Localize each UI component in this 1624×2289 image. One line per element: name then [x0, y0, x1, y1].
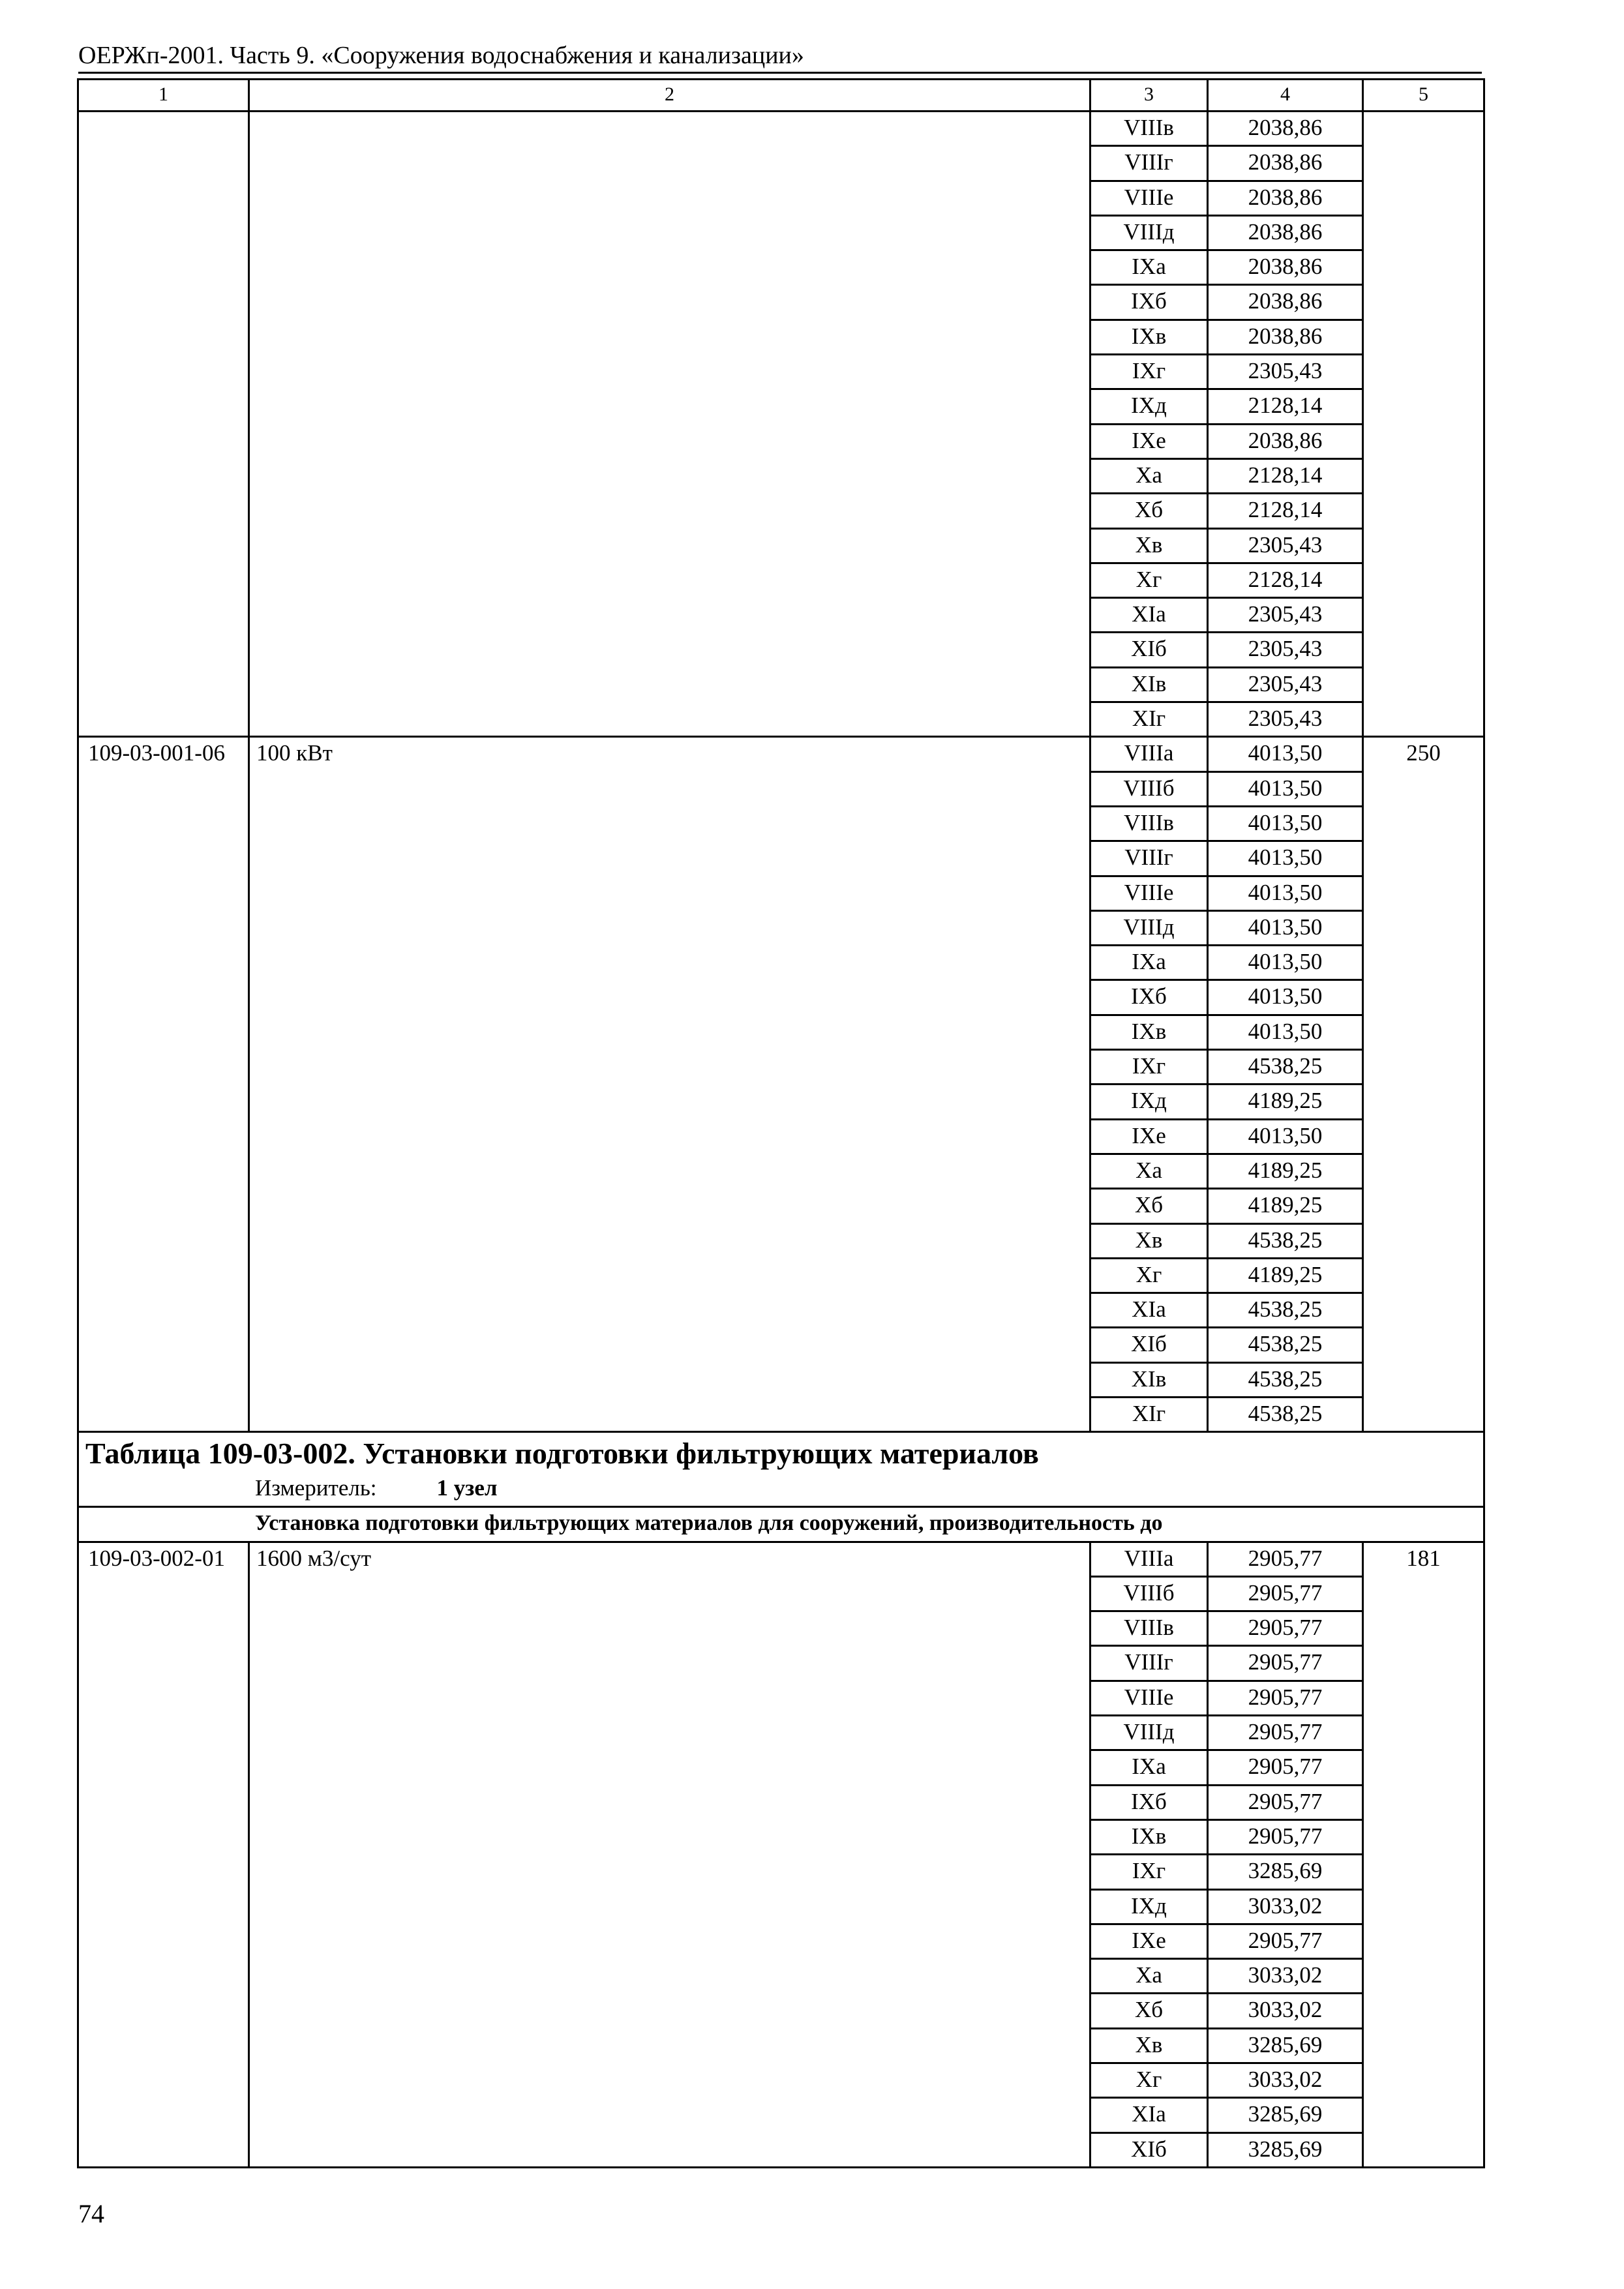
price-cell: 2038,86 [1208, 285, 1363, 320]
unit-value: 1 узел [436, 1475, 498, 1501]
zone-cell: VIIIв [1090, 112, 1208, 146]
zone-cell: XIа [1090, 2098, 1208, 2132]
price-cell: 2128,14 [1208, 494, 1363, 528]
column-header-3: 3 [1090, 80, 1208, 112]
price-cell: 2305,43 [1208, 702, 1363, 737]
zone-cell: IXб [1090, 1785, 1208, 1819]
price-cell: 3285,69 [1208, 2028, 1363, 2063]
zone-cell: VIIIв [1090, 1611, 1208, 1646]
zone-cell: Xг [1090, 1258, 1208, 1293]
zone-cell: XIб [1090, 2132, 1208, 2167]
item-code-cell: 109-03-001-06 [78, 737, 249, 1432]
price-cell: 4538,25 [1208, 1362, 1363, 1397]
price-cell: 4538,25 [1208, 1328, 1363, 1362]
price-cell: 2038,86 [1208, 215, 1363, 250]
price-cell: 2905,77 [1208, 1785, 1363, 1819]
price-cell: 2305,43 [1208, 633, 1363, 667]
zone-cell: Xа [1090, 1959, 1208, 1994]
rates-table [77, 78, 1485, 2168]
zone-cell: XIб [1090, 633, 1208, 667]
zone-cell: IXв [1090, 1819, 1208, 1854]
zone-cell: VIIIд [1090, 910, 1208, 945]
price-cell: 3285,69 [1208, 2098, 1363, 2132]
zone-cell: IXе [1090, 1119, 1208, 1154]
price-cell: 2905,77 [1208, 1646, 1363, 1681]
column-5-cell: 181 [1363, 1542, 1484, 2167]
price-cell: 2038,86 [1208, 320, 1363, 354]
table-title: Таблица 109-03-002. Установки подготовки фильтрующих материалов [85, 1437, 1039, 1471]
zone-cell: VIIIд [1090, 215, 1208, 250]
zone-cell: IXа [1090, 250, 1208, 285]
page-number: 74 [78, 2199, 104, 2228]
table-row [78, 112, 1484, 146]
price-cell: 2038,86 [1208, 181, 1363, 215]
price-cell: 2128,14 [1208, 563, 1363, 597]
zone-cell: Xв [1090, 528, 1208, 563]
zone-cell: IXе [1090, 1924, 1208, 1958]
table-row [78, 737, 1484, 771]
price-cell: 2038,86 [1208, 424, 1363, 458]
zone-cell: XIг [1090, 1397, 1208, 1431]
price-cell: 2038,86 [1208, 146, 1363, 181]
unit-line [79, 1473, 1483, 1503]
zone-cell: IXа [1090, 1750, 1208, 1785]
price-cell: 3033,02 [1208, 2063, 1363, 2098]
price-cell: 4538,25 [1208, 1293, 1363, 1328]
zone-cell: VIIIг [1090, 1646, 1208, 1681]
zone-cell: Xг [1090, 2063, 1208, 2098]
price-cell: 2905,77 [1208, 1924, 1363, 1958]
zone-cell: IXв [1090, 320, 1208, 354]
column-header-1: 1 [78, 80, 249, 112]
zone-cell: VIIIв [1090, 806, 1208, 841]
column-header-5: 5 [1363, 80, 1484, 112]
price-cell: 4538,25 [1208, 1223, 1363, 1258]
zone-cell: Xб [1090, 494, 1208, 528]
zone-cell: IXб [1090, 980, 1208, 1015]
price-cell: 3285,69 [1208, 2132, 1363, 2167]
price-cell: 4189,25 [1208, 1258, 1363, 1293]
price-cell: 4013,50 [1208, 1119, 1363, 1154]
zone-cell: VIIIа [1090, 737, 1208, 771]
price-cell: 3285,69 [1208, 1855, 1363, 1889]
price-cell: 2305,43 [1208, 598, 1363, 633]
column-header-4: 4 [1208, 80, 1363, 112]
zone-cell: Xг [1090, 563, 1208, 597]
zone-cell: XIв [1090, 667, 1208, 702]
price-cell: 2038,86 [1208, 250, 1363, 285]
price-cell: 4189,25 [1208, 1189, 1363, 1223]
zone-cell: XIа [1090, 598, 1208, 633]
price-cell: 2905,77 [1208, 1542, 1363, 1576]
zone-cell: XIв [1090, 1362, 1208, 1397]
table-row [78, 1542, 1484, 1576]
zone-cell: Xб [1090, 1994, 1208, 2028]
zone-cell: Xв [1090, 2028, 1208, 2063]
zone-cell: IXг [1090, 1050, 1208, 1085]
item-code-cell [78, 112, 249, 737]
zone-cell: VIIIе [1090, 181, 1208, 215]
price-cell: 4013,50 [1208, 1015, 1363, 1049]
zone-cell: VIIIг [1090, 146, 1208, 181]
column-header-2: 2 [249, 80, 1090, 112]
table-title-cell [78, 1432, 1484, 1507]
price-cell: 4013,50 [1208, 980, 1363, 1015]
zone-cell: IXе [1090, 424, 1208, 458]
price-cell: 2038,86 [1208, 112, 1363, 146]
zone-cell: IXг [1090, 1855, 1208, 1889]
price-cell: 2905,77 [1208, 1716, 1363, 1750]
column-5-cell [1363, 112, 1484, 737]
price-cell: 2305,43 [1208, 528, 1363, 563]
zone-cell: IXд [1090, 1085, 1208, 1119]
zone-cell: VIIIе [1090, 1681, 1208, 1715]
zone-cell: Xа [1090, 1154, 1208, 1188]
price-cell: 4013,50 [1208, 876, 1363, 910]
price-cell: 2905,77 [1208, 1819, 1363, 1854]
zone-cell: VIIIе [1090, 876, 1208, 910]
price-cell: 2128,14 [1208, 389, 1363, 424]
price-cell: 3033,02 [1208, 1994, 1363, 2028]
zone-cell: IXв [1090, 1015, 1208, 1049]
price-cell: 4189,25 [1208, 1154, 1363, 1188]
price-cell: 2128,14 [1208, 458, 1363, 493]
subheading-cell: Установка подготовки фильтрующих материалов для сооружений, производительность до [78, 1507, 1484, 1542]
price-cell: 2305,43 [1208, 355, 1363, 389]
price-cell: 4538,25 [1208, 1397, 1363, 1431]
item-name-cell: 100 кВт [249, 737, 1090, 1432]
subheading-row [78, 1507, 1484, 1542]
price-cell: 4013,50 [1208, 841, 1363, 876]
price-cell: 4189,25 [1208, 1085, 1363, 1119]
item-code-cell: 109-03-002-01 [78, 1542, 249, 2167]
table-title-row [78, 1432, 1484, 1507]
price-cell: 4013,50 [1208, 946, 1363, 980]
zone-cell: IXа [1090, 946, 1208, 980]
price-cell: 2905,77 [1208, 1576, 1363, 1611]
zone-cell: Xв [1090, 1223, 1208, 1258]
price-cell: 4013,50 [1208, 910, 1363, 945]
header-rule [78, 72, 1482, 74]
price-cell: 2905,77 [1208, 1750, 1363, 1785]
zone-cell: Xа [1090, 458, 1208, 493]
price-cell: 3033,02 [1208, 1889, 1363, 1924]
item-name-cell: 1600 м3/сут [249, 1542, 1090, 2167]
price-cell: 2905,77 [1208, 1681, 1363, 1715]
column-number-row [78, 80, 1484, 112]
zone-cell: IXд [1090, 1889, 1208, 1924]
zone-cell: VIIIа [1090, 1542, 1208, 1576]
price-cell: 4013,50 [1208, 737, 1363, 771]
zone-cell: VIIIб [1090, 771, 1208, 806]
price-cell: 2905,77 [1208, 1611, 1363, 1646]
unit-label: Измеритель: [255, 1475, 377, 1501]
price-cell: 4538,25 [1208, 1050, 1363, 1085]
zone-cell: VIIIб [1090, 1576, 1208, 1611]
page-header-title: ОЕРЖп-2001. Часть 9. «Сооружения водоснабжения и канализации» [78, 42, 804, 69]
price-cell: 2305,43 [1208, 667, 1363, 702]
zone-cell: XIб [1090, 1328, 1208, 1362]
price-cell: 3033,02 [1208, 1959, 1363, 1994]
zone-cell: IXг [1090, 355, 1208, 389]
column-5-cell: 250 [1363, 737, 1484, 1432]
zone-cell: XIа [1090, 1293, 1208, 1328]
price-cell: 4013,50 [1208, 806, 1363, 841]
zone-cell: IXд [1090, 389, 1208, 424]
price-cell: 4013,50 [1208, 771, 1363, 806]
zone-cell: XIг [1090, 702, 1208, 737]
item-name-cell [249, 112, 1090, 737]
zone-cell: VIIIд [1090, 1716, 1208, 1750]
zone-cell: Xб [1090, 1189, 1208, 1223]
zone-cell: IXб [1090, 285, 1208, 320]
zone-cell: VIIIг [1090, 841, 1208, 876]
